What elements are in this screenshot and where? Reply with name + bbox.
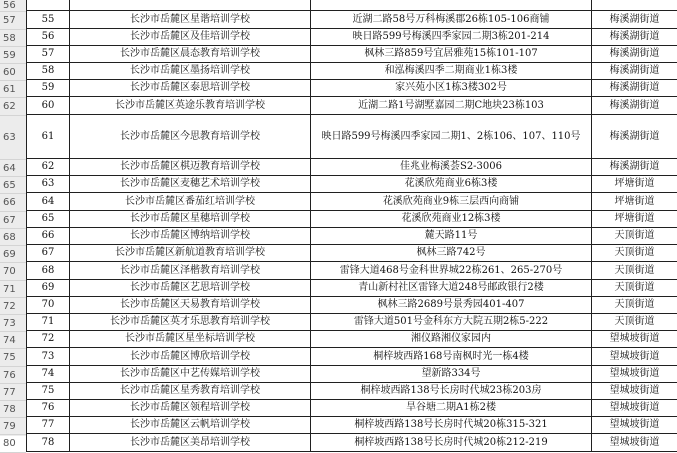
row-number[interactable]: 58	[0, 30, 26, 47]
serial-number-cell	[27, 0, 70, 10]
address-cell: 雷锋大道468号金科世界城22栋261、265-270号	[311, 261, 592, 279]
school-name-cell: 长沙市岳麓区英途乐教育培训学校	[70, 96, 311, 114]
row-number[interactable]: 65	[0, 177, 26, 194]
street-cell: 天顶街道	[592, 279, 677, 296]
street-cell: 望城坡街道	[592, 330, 677, 347]
table-row	[27, 62, 677, 79]
serial-number-cell: 64	[27, 192, 70, 210]
serial-number-cell: 69	[27, 279, 70, 296]
row-number[interactable]: 73	[0, 315, 26, 332]
street-cell: 望城坡街道	[592, 416, 677, 433]
serial-number-cell: 57	[27, 45, 70, 62]
street-cell: 梅溪湖街道	[592, 158, 677, 175]
school-name-cell: 长沙市岳麓区博欣培训学校	[70, 347, 311, 365]
street-cell: 望城坡街道	[592, 433, 677, 451]
row-number[interactable]: 61	[0, 81, 26, 98]
address-cell: 枫林三路742号	[311, 244, 592, 261]
table-row	[27, 399, 677, 416]
school-name-cell: 长沙市岳麓区泽楷教育培训学校	[70, 261, 311, 279]
school-name-cell	[70, 0, 311, 10]
street-cell: 天顶街道	[592, 261, 677, 279]
row-number[interactable]: 71	[0, 281, 26, 298]
serial-number-cell: 70	[27, 296, 70, 313]
address-cell: 桐梓坡西路138号长房时代城20栋212-219	[311, 433, 592, 451]
row-number[interactable]: 60	[0, 64, 26, 81]
row-number[interactable]: 75	[0, 349, 26, 367]
table-row	[27, 45, 677, 62]
serial-number-cell: 73	[27, 347, 70, 365]
street-cell: 天顶街道	[592, 244, 677, 261]
serial-number-cell: 55	[27, 10, 70, 28]
address-cell: 枫林三路859号宜居雅苑15栋101-107	[311, 45, 592, 62]
serial-number-cell: 65	[27, 210, 70, 227]
table-row	[27, 365, 677, 382]
row-number[interactable]: 59	[0, 47, 26, 64]
serial-number-cell: 63	[27, 175, 70, 192]
street-cell: 梅溪湖街道	[592, 96, 677, 114]
table-row	[27, 158, 677, 175]
school-name-cell: 长沙市岳麓区番茄红培训学校	[70, 192, 311, 210]
address-cell: 旱谷塘二期A1栋2楼	[311, 399, 592, 416]
school-name-cell: 长沙市岳麓区天易教育培训学校	[70, 296, 311, 313]
address-cell: 佳兆业梅溪荟S2-3006	[311, 158, 592, 175]
street-cell: 梅溪湖街道	[592, 45, 677, 62]
table-row	[27, 96, 677, 114]
serial-number-cell: 68	[27, 261, 70, 279]
address-cell: 映日路599号梅溪四季家园二期3栋201-214	[311, 28, 592, 45]
street-cell: 梅溪湖街道	[592, 79, 677, 96]
row-number[interactable]: 74	[0, 332, 26, 349]
school-name-cell: 长沙市岳麓区星坐标培训学校	[70, 330, 311, 347]
school-name-cell: 长沙市岳麓区领程培训学校	[70, 399, 311, 416]
address-cell: 花溪欣苑商业6栋3楼	[311, 175, 592, 192]
serial-number-cell: 62	[27, 158, 70, 175]
street-cell: 梅溪湖街道	[592, 114, 677, 158]
serial-number-cell: 58	[27, 62, 70, 79]
row-number[interactable]: 56	[0, 0, 26, 12]
address-cell: 花溪欣苑商业12栋3楼	[311, 210, 592, 227]
address-cell: 雷锋大道501号金科东方大院五期2栋5-222	[311, 313, 592, 330]
street-cell: 梅溪湖街道	[592, 62, 677, 79]
school-name-cell: 长沙市岳麓区泰思培训学校	[70, 79, 311, 96]
school-name-cell: 长沙市岳麓区美昂培训学校	[70, 433, 311, 451]
row-number[interactable]: 64	[0, 160, 26, 177]
school-name-cell: 长沙市岳麓区晨态教育培训学校	[70, 45, 311, 62]
address-cell: 麓天路11号	[311, 227, 592, 244]
school-table	[26, 0, 677, 452]
table-row	[27, 313, 677, 330]
serial-number-cell: 76	[27, 399, 70, 416]
street-cell: 天顶街道	[592, 313, 677, 330]
address-cell: 青山新村社区雷锋大道248号邮政银行2楼	[311, 279, 592, 296]
serial-number-cell: 56	[27, 28, 70, 45]
row-number[interactable]: 79	[0, 418, 26, 435]
street-cell: 坪塘街道	[592, 175, 677, 192]
street-cell: 梅溪湖街道	[592, 10, 677, 28]
address-cell: 花溪欣苑商业9栋三层西向商铺	[311, 192, 592, 210]
table-row	[27, 244, 677, 261]
serial-number-cell: 77	[27, 416, 70, 433]
row-number[interactable]: 70	[0, 263, 26, 281]
street-cell: 望城坡街道	[592, 382, 677, 399]
row-number[interactable]: 78	[0, 401, 26, 418]
school-name-cell: 长沙市岳麓区墨扬培训学校	[70, 62, 311, 79]
address-cell: 桐梓坡西路138号长房时代城23栋203房	[311, 382, 592, 399]
table-row	[27, 192, 677, 210]
address-cell: 和泓梅溪四季二期商业1栋3楼	[311, 62, 592, 79]
street-cell: 坪塘街道	[592, 210, 677, 227]
school-name-cell: 长沙市岳麓区星谐培训学校	[70, 10, 311, 28]
street-cell: 天顶街道	[592, 227, 677, 244]
row-number[interactable]: 69	[0, 246, 26, 263]
row-number[interactable]: 57	[0, 12, 26, 30]
row-number[interactable]: 67	[0, 212, 26, 229]
serial-number-cell: 61	[27, 114, 70, 158]
school-name-cell: 长沙市岳麓区中艺传媒培训学校	[70, 365, 311, 382]
table-row	[27, 347, 677, 365]
table-row	[27, 79, 677, 96]
row-number[interactable]: 77	[0, 384, 26, 401]
school-name-cell: 长沙市岳麓区今思教育培训学校	[70, 114, 311, 158]
serial-number-cell: 66	[27, 227, 70, 244]
table-row	[27, 296, 677, 313]
table-row	[27, 114, 677, 158]
table-row	[27, 416, 677, 433]
serial-number-cell: 67	[27, 244, 70, 261]
row-number[interactable]: 80	[0, 435, 26, 453]
street-cell: 梅溪湖街道	[592, 28, 677, 45]
serial-number-cell: 60	[27, 96, 70, 114]
serial-number-cell: 78	[27, 433, 70, 451]
row-number[interactable]: 63	[0, 116, 26, 160]
street-cell: 望城坡街道	[592, 399, 677, 416]
row-number[interactable]: 72	[0, 298, 26, 315]
row-number[interactable]: 68	[0, 229, 26, 246]
serial-number-cell: 72	[27, 330, 70, 347]
table-row	[27, 279, 677, 296]
table-row	[27, 227, 677, 244]
street-cell: 天顶街道	[592, 296, 677, 313]
street-cell: 望城坡街道	[592, 365, 677, 382]
school-name-cell: 长沙市岳麓区麦穗艺术培训学校	[70, 175, 311, 192]
table-row	[27, 175, 677, 192]
address-cell: 桐梓坡西路168号南枫时光一栋4楼	[311, 347, 592, 365]
street-cell: 坪塘街道	[592, 192, 677, 210]
table-row	[27, 28, 677, 45]
school-name-cell: 长沙市岳麓区新航道教育培训学校	[70, 244, 311, 261]
table-row	[27, 210, 677, 227]
school-name-cell: 长沙市岳麓区云帆培训学校	[70, 416, 311, 433]
serial-number-cell: 71	[27, 313, 70, 330]
address-cell: 望新路334号	[311, 365, 592, 382]
table-row	[27, 330, 677, 347]
serial-number-cell: 59	[27, 79, 70, 96]
school-name-cell: 长沙市岳麓区及佳培训学校	[70, 28, 311, 45]
table-row	[27, 261, 677, 279]
table-row	[27, 0, 677, 10]
table-row	[27, 10, 677, 28]
school-name-cell: 长沙市岳麓区星穗培训学校	[70, 210, 311, 227]
street-cell	[592, 0, 677, 10]
school-name-cell: 长沙市岳麓区博纳培训学校	[70, 227, 311, 244]
row-number[interactable]: 76	[0, 367, 26, 384]
address-cell: 近湖二路1号湖墅嘉园二期C地块23栋103	[311, 96, 592, 114]
table-row	[27, 382, 677, 399]
address-cell: 家兴苑小区1栋3楼302号	[311, 79, 592, 96]
address-cell: 映日路599号梅溪四季家园二期1、2栋106、107、110号	[311, 114, 592, 158]
row-number-list	[0, 0, 26, 453]
street-cell: 望城坡街道	[592, 347, 677, 365]
school-name-cell: 长沙市岳麓区棋迈教育培训学校	[70, 158, 311, 175]
serial-number-cell: 75	[27, 382, 70, 399]
row-number[interactable]: 66	[0, 194, 26, 212]
address-cell	[311, 0, 592, 10]
serial-number-cell: 74	[27, 365, 70, 382]
school-name-cell: 长沙市岳麓区星秀教育培训学校	[70, 382, 311, 399]
school-name-cell: 长沙市岳麓区艺思培训学校	[70, 279, 311, 296]
row-number[interactable]: 62	[0, 98, 26, 116]
address-cell: 近湖二路58号万科梅溪郡26栋105-106商铺	[311, 10, 592, 28]
address-cell: 枫林三路2689号景秀园401-407	[311, 296, 592, 313]
school-name-cell: 长沙市岳麓区英才乐思教育培训学校	[70, 313, 311, 330]
address-cell: 湘仪路湘仪家园内	[311, 330, 592, 347]
address-cell: 桐梓坡西路138号长房时代城20栋315-321	[311, 416, 592, 433]
